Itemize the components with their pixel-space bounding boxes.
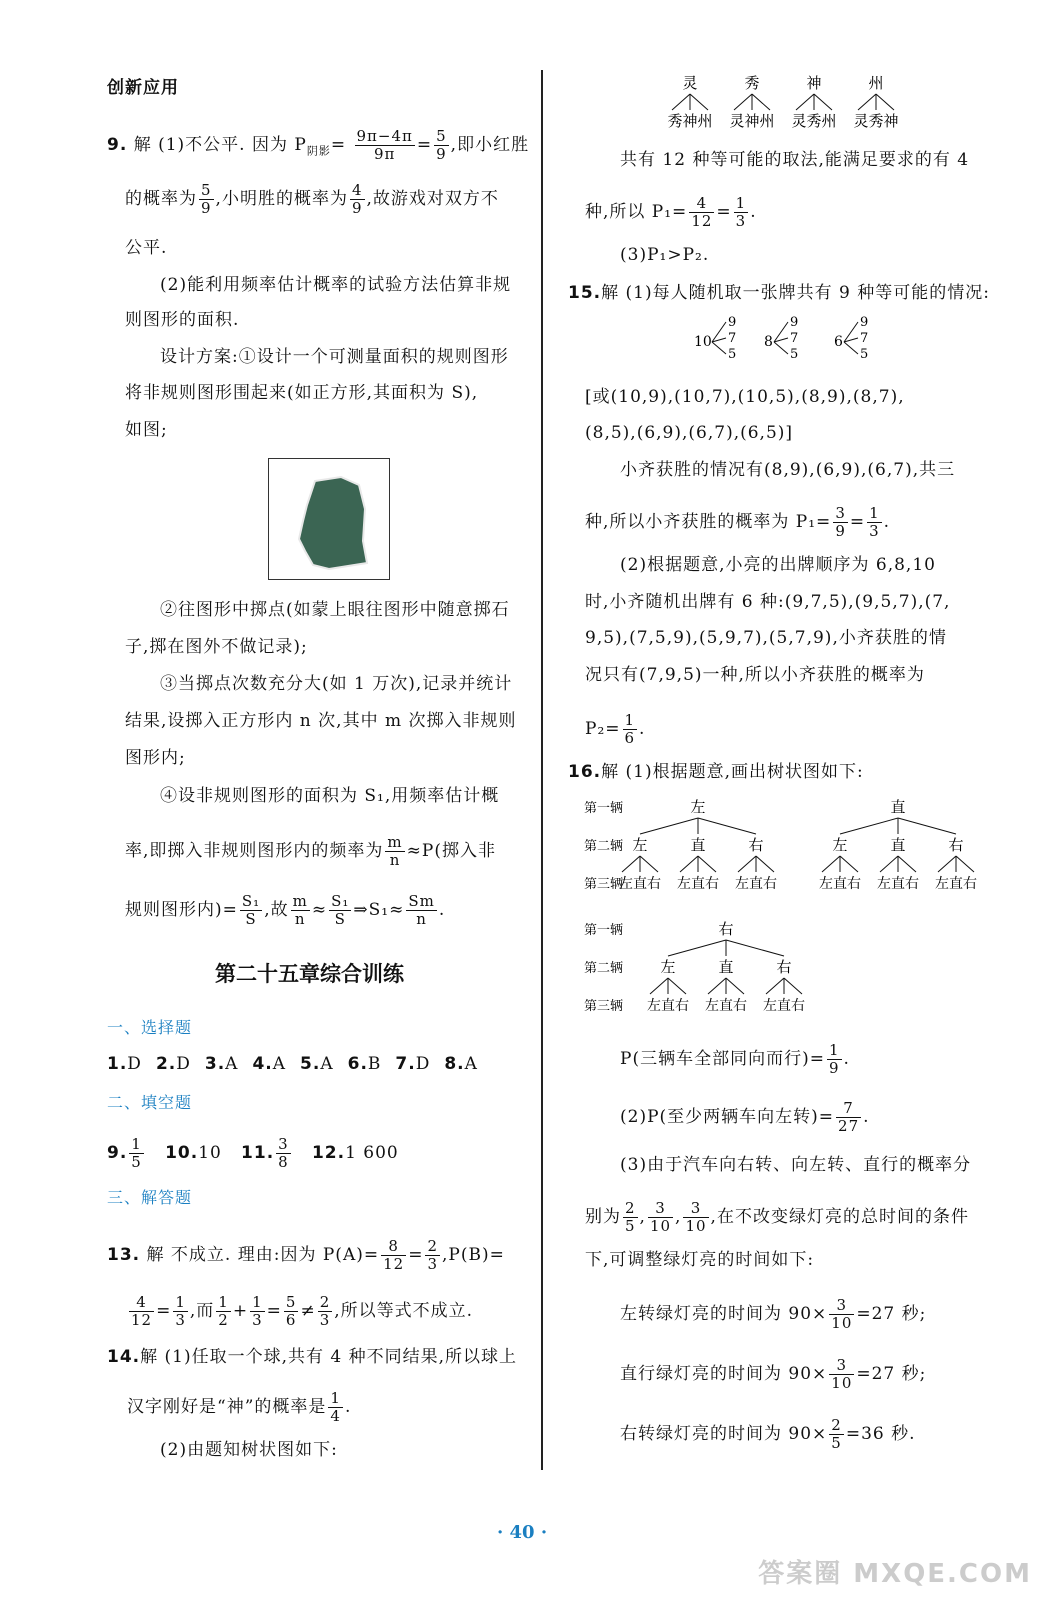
tree-branch (880, 856, 898, 872)
tree-diagram-q16 (578, 790, 998, 1030)
tree-node: 直 (690, 836, 706, 854)
section-fill: 二、填空题 (107, 1093, 193, 1112)
tree-branch (640, 818, 698, 834)
tree-branch (698, 818, 756, 834)
q9-line-4: (2)能利用频率估计概率的试验方法估算非规 (160, 275, 512, 295)
mc-answers (107, 1054, 492, 1074)
q14-line-1: 14.解 (1)任取一个球,共有 4 种不同结果,所以球上 (107, 1347, 518, 1367)
q14-line-2: 汉字刚好是“神”的概率是 $\frac{1}{4}$ . (127, 1389, 352, 1425)
mc-answer: A (320, 1054, 334, 1074)
section-heading: 创新应用 (107, 78, 179, 98)
q16-line-8: 直行绿灯亮的时间为 90× $\frac{3}{10}$ =27 秒; (620, 1356, 927, 1392)
tree-node: 右 (948, 836, 964, 854)
q9-line-9: ②往图形中掷点(如蒙上眼往图形中随意掷石 (160, 600, 510, 620)
mc-answer: A (272, 1054, 287, 1074)
mc-answer: D (127, 1054, 142, 1074)
mc-answer: D (415, 1054, 431, 1074)
q9-line-14: ④设非规则图形的面积为 S₁,用频率估计概 (160, 786, 500, 806)
q16-line-9: 右转绿灯亮的时间为 90× $\frac{2}{5}$ =36 秒. (620, 1416, 916, 1452)
tree-leaves: 左直右 (735, 876, 777, 892)
q9-line-5: 则图形的面积. (125, 310, 240, 330)
tree-leaves: 灵秀州 (791, 112, 837, 130)
tree-branch (622, 856, 640, 872)
tree-leaves: 左直右 (619, 876, 661, 892)
q15-line-3: (8,5),(6,9),(6,7),(6,5)] (585, 423, 794, 443)
page-number: · 40 · (497, 1522, 548, 1543)
fraction: $\frac{9\pi-4\pi}{9\pi}$ (356, 127, 413, 163)
q15-line-7: 时,小齐随机出牌有 6 种:(9,7,5),(9,5,7),(7, (585, 592, 951, 612)
q14-right-line-2: 种,所以 P₁= $\frac{4}{12}$ = $\frac{1}{3}$ . (585, 194, 757, 230)
tree-branch (840, 856, 858, 872)
tree-branch (766, 978, 784, 994)
tree-leaves: 左直右 (819, 876, 861, 892)
tree-leaf: 7 (790, 331, 799, 346)
tree-branch (796, 94, 814, 110)
tree-branch (858, 94, 876, 110)
tree-leaf: 5 (860, 347, 869, 362)
tree-root: 灵 (682, 74, 698, 92)
tree-leaves: 左直右 (763, 998, 805, 1014)
q15-line-9: 况只有(7,9,5)一种,所以小齐获胜的概率为 (585, 665, 925, 685)
q9-line-16: 规则图形内)= $\frac{\text{S₁}}{S}$ ,故 $\frac{m}{n}$ ≈ $\frac{\text{S₁}}{S}$ ⇒S₁≈ $\frac{Sm}{n}$ . (125, 892, 446, 928)
tree-branch (680, 856, 698, 872)
tree-branch (690, 94, 708, 110)
q15-line-4: 小齐获胜的情况有(8,9),(6,9),(6,7),共三 (620, 460, 956, 480)
fill-answers: 9. $\frac{1}{5}$ 10.10 11. $\frac{3}{8}$ 12.1 600 (107, 1135, 399, 1171)
tree-leaves: 秀神州 (667, 112, 713, 130)
q13-line-2: $\frac{4}{12}$ = $\frac{1}{3}$ ,而 $\frac{1}{2}$ + $\frac{1}{3}$ = $\frac{5}{6}$ ≠ $\frac{2}{3}$ ,所以等式不成立. (131, 1293, 474, 1329)
q16-line-3: (2)P(至少两辆车向左转)= $\frac{7}{27}$ . (620, 1099, 870, 1135)
tree-branch (640, 856, 658, 872)
tree-leaves: 左直右 (705, 998, 747, 1014)
q9-line-8: 如图; (125, 420, 168, 440)
tree-root: 直 (890, 798, 906, 816)
tree-branch (726, 978, 744, 994)
q9-line-11: ③当掷点次数充分大(如 1 万次),记录并统计 (160, 674, 513, 694)
tree-branch (822, 856, 840, 872)
q16-line-6: 下,可调整绿灯亮的时间如下: (585, 1250, 815, 1270)
column-divider (541, 70, 543, 1470)
tree-branch (956, 856, 974, 872)
chapter-title: 第二十五章综合训练 (215, 962, 404, 986)
q15-line-1: 15.解 (1)每人随机取一张牌共有 9 种等可能的情况: (568, 283, 990, 303)
tree-diagram-q14 (660, 74, 920, 134)
q14-line-3: (2)由题知树状图如下: (160, 1440, 338, 1460)
irregular-shape-figure (268, 458, 390, 580)
tree-root: 神 (806, 74, 822, 92)
tree-branch (752, 94, 770, 110)
tree-branch (938, 856, 956, 872)
tree-node: 左 (660, 958, 676, 976)
q15-line-5: 种,所以小齐获胜的概率为 P₁= $\frac{3}{9}$ = $\frac{1}{3}$ . (585, 504, 891, 540)
tree-node: 左 (832, 836, 848, 854)
tree-root: 左 (690, 798, 706, 816)
tree-branch (756, 856, 774, 872)
tree-leaf: 5 (790, 347, 799, 362)
tree-leaves: 左直右 (877, 876, 919, 892)
q9-line-3: 公平. (125, 238, 168, 258)
tree-branch (698, 856, 716, 872)
row-label: 第三辆 (584, 877, 624, 892)
tree-leaves: 灵神州 (729, 112, 775, 130)
tree-leaf: 7 (728, 331, 737, 346)
q16-line-2: P(三辆车全部同向而行)= $\frac{1}{9}$ . (620, 1041, 850, 1077)
tree-branch (668, 940, 726, 956)
tree-branch (708, 978, 726, 994)
tree-leaf: 5 (728, 347, 737, 362)
q16-line-7: 左转绿灯亮的时间为 90× $\frac{3}{10}$ =27 秒; (620, 1296, 927, 1332)
tree-node: 直 (718, 958, 734, 976)
q9-line-6: 设计方案:①设计一个可测量面积的规则图形 (160, 347, 509, 367)
row-label: 第一辆 (584, 923, 624, 938)
tree-branch (898, 818, 956, 834)
tree-branch (876, 94, 894, 110)
mc-number: 4. (252, 1054, 273, 1074)
tree-root: 秀 (744, 74, 760, 92)
tree-branch (738, 856, 756, 872)
q16-line-1: 16.解 (1)根据题意,画出树状图如下: (568, 762, 864, 782)
section-solve: 三、解答题 (107, 1188, 193, 1207)
watermark: 答案圈 MXQE.COM (758, 1559, 1032, 1589)
tree-node: 直 (890, 836, 906, 854)
tree-leaves: 左直右 (647, 998, 689, 1014)
tree-root: 8 (764, 334, 773, 350)
tree-root: 10 (694, 334, 712, 350)
tree-node: 右 (748, 836, 764, 854)
q9-line-7: 将非规则图形围起来(如正方形,其面积为 S), (125, 383, 479, 403)
q14-right-line-1: 共有 12 种等可能的取法,能满足要求的有 4 (620, 150, 970, 170)
tree-root: 州 (868, 74, 884, 92)
row-label: 第二辆 (584, 839, 624, 854)
tree-root: 6 (834, 334, 843, 350)
tree-branch (898, 856, 916, 872)
tree-leaves: 左直右 (677, 876, 719, 892)
q16-line-5: 别为 $\frac{2}{5}$ , $\frac{3}{10}$ , $\frac{3}{10}$ ,在不改变绿灯亮的总时间的条件 (585, 1199, 969, 1235)
q9-line-2: 的概率为 $\frac{5}{9}$ ,小明胜的概率为 $\frac{4}{9}$ ,故游戏对双方不 (125, 181, 499, 217)
mc-number: 2. (155, 1054, 177, 1074)
tree-node: 左 (632, 836, 648, 854)
tree-branch (840, 818, 898, 834)
mc-answer: A (225, 1054, 239, 1074)
q13-line-1: 13. 解 不成立. 理由:因为 P(A)= $\frac{8}{12}$ = $\frac{2}{3}$ ,P(B)= (107, 1237, 505, 1273)
row-label: 第三辆 (584, 999, 624, 1014)
tree-node: 右 (776, 958, 792, 976)
mc-number: 6. (347, 1054, 368, 1074)
tree-leaf: 9 (790, 316, 799, 330)
q16-line-4: (3)由于汽车向右转、向左转、直行的概率分 (620, 1155, 972, 1175)
tree-root: 右 (718, 920, 734, 938)
fraction: $\frac{5}{9}$ (436, 127, 447, 163)
q9-line-10: 子,掷在图外不做记录); (125, 637, 308, 657)
mc-answer: B (367, 1054, 382, 1074)
row-label: 第一辆 (584, 801, 624, 816)
tree-branch (668, 978, 686, 994)
tree-leaves: 左直右 (935, 876, 977, 892)
q9-line-13: 图形内; (125, 748, 186, 768)
mc-number: 7. (395, 1054, 416, 1074)
tree-branch (784, 978, 802, 994)
tree-branch (734, 94, 752, 110)
tree-branch (726, 940, 784, 956)
tree-branch (650, 978, 668, 994)
tree-leaf: 9 (860, 316, 869, 330)
q9-line-12: 结果,设掷入正方形内 n 次,其中 m 次掷入非规则 (125, 711, 517, 731)
tree-branch (712, 342, 726, 354)
mc-number: 1. (107, 1054, 128, 1074)
tree-branch (844, 342, 858, 354)
tree-branch (774, 342, 788, 354)
tree-branch (672, 94, 690, 110)
section-choice: 一、选择题 (107, 1018, 193, 1037)
row-label: 第二辆 (584, 961, 624, 976)
mc-answer: A (464, 1054, 478, 1074)
mc-number: 3. (204, 1054, 226, 1074)
q15-line-2: [或(10,9),(10,7),(10,5),(8,9),(8,7), (585, 387, 905, 407)
tree-leaf: 9 (728, 316, 737, 330)
mc-number: 8. (444, 1054, 465, 1074)
q9-line-15: 率,即掷入非规则图形内的频率为 $\frac{m}{n}$ ≈P(掷入非 (125, 833, 496, 869)
q15-line-8: 9,5),(7,5,9),(5,9,7),(5,7,9),小齐获胜的情 (585, 628, 947, 648)
tree-diagram-q15 (690, 316, 890, 366)
mc-number: 5. (300, 1054, 321, 1074)
mc-answer: D (176, 1054, 191, 1074)
tree-leaves: 灵秀神 (853, 112, 899, 130)
tree-branch (814, 94, 832, 110)
tree-leaf: 7 (860, 331, 869, 346)
q14-right-line-3: (3)P₁>P₂. (620, 245, 710, 265)
q9-line-1: 9. 解 (1)不公平. 因为 $P_{阴影}=$ $\frac{9\pi-4\pi}{9\pi}$ = $\frac{5}{9}$ ,即小红胜 (107, 127, 530, 163)
question-number: 9. (107, 135, 128, 155)
q15-line-10: P₂= $\frac{1}{6}$ . (585, 711, 646, 747)
q15-line-6: (2)根据题意,小亮的出牌顺序为 6,8,10 (620, 555, 936, 575)
